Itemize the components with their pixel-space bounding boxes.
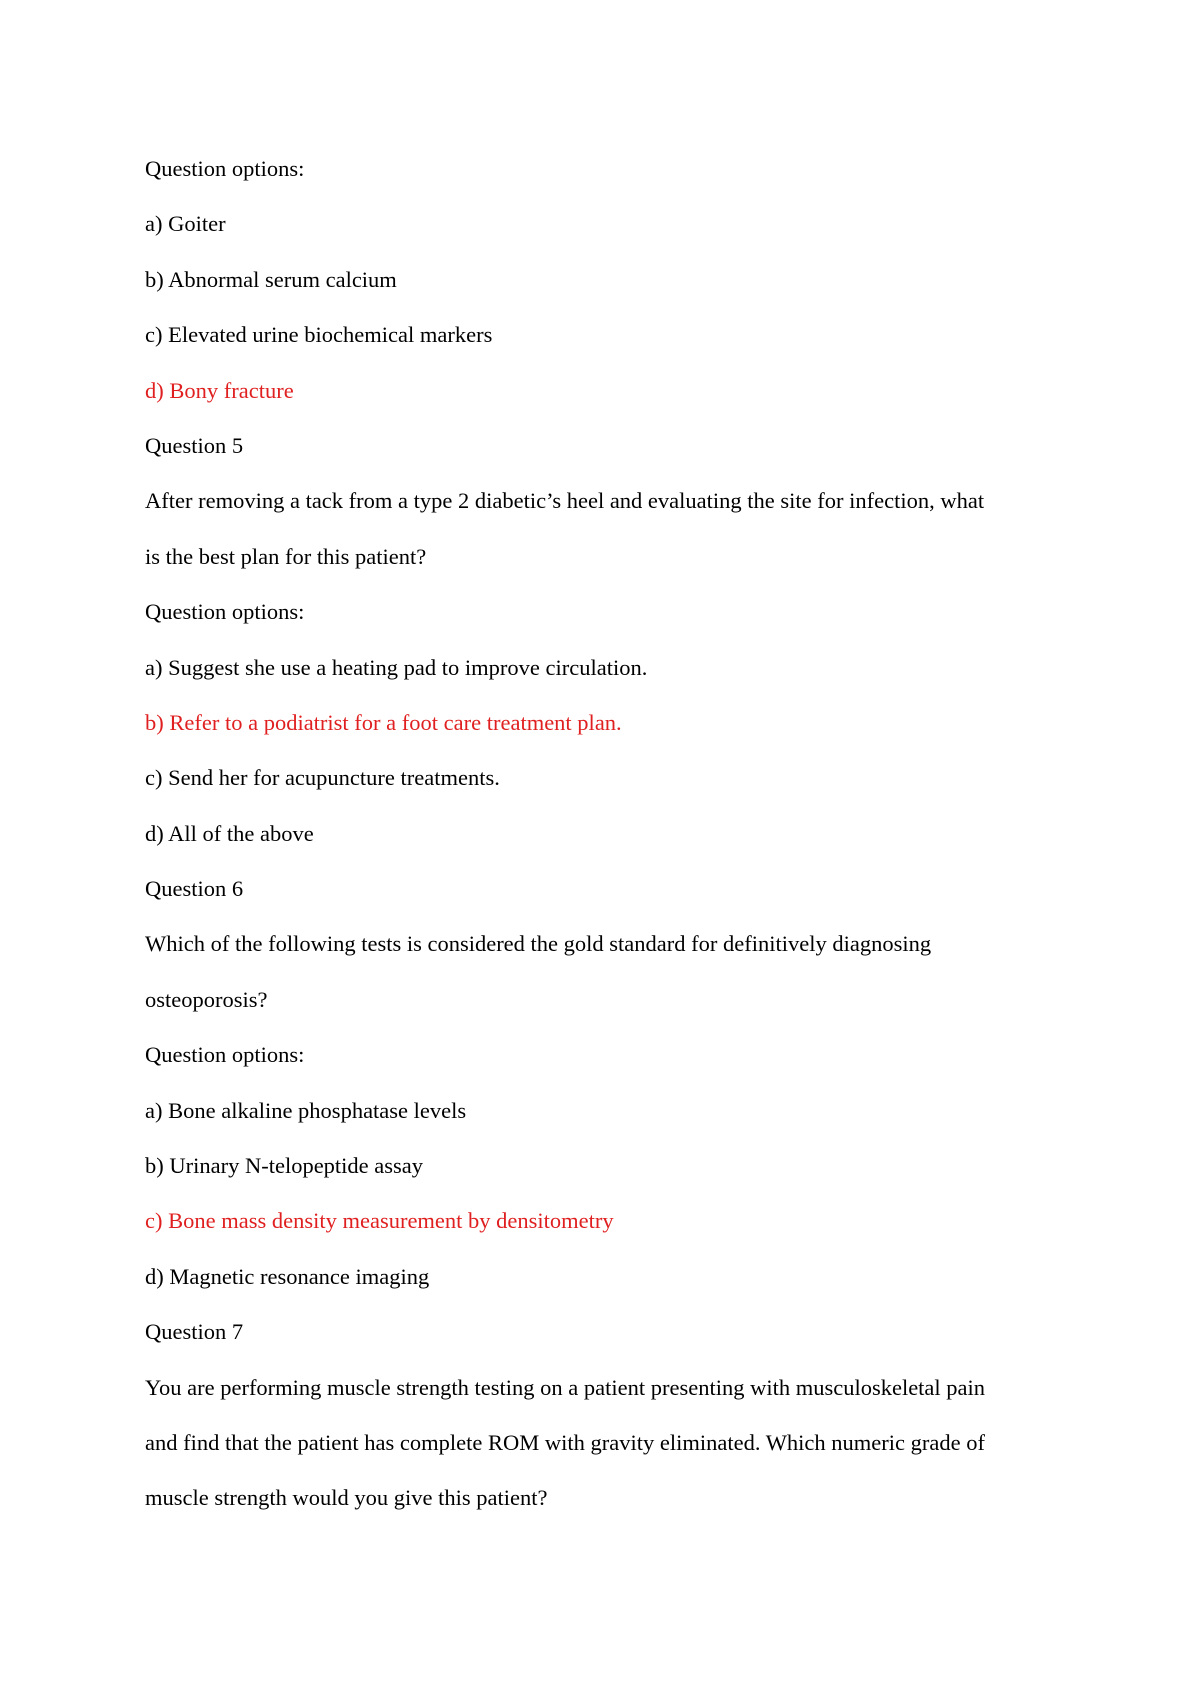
question-6-text-line-2: osteoporosis? [145,986,268,1012]
question-options-heading: Question options: [145,156,305,181]
question-7-text-line-2: and find that the patient has complete ROM with gravity eliminated. Which numeric grade of [145,1429,985,1455]
option-d: d) Magnetic resonance imaging [145,1263,430,1289]
question-options-heading: Question options: [145,1042,305,1068]
question-6-heading: Question 6 [145,876,244,902]
option-b: b) Abnormal serum calcium [145,266,397,292]
question-7-heading: Question 7 [145,1319,244,1345]
question-5-text-line-2: is the best plan for this patient? [145,543,427,569]
option-c-correct-answer: c) Bone mass density measurement by densitometry [145,1208,614,1234]
option-b-correct-answer: b) Refer to a podiatrist for a foot care treatment plan. [145,709,622,735]
question-options-heading: Question options: [145,599,305,625]
option-a: a) Goiter [145,211,226,237]
question-5-heading: Question 5 [145,432,244,458]
option-d: d) All of the above [145,820,314,846]
option-d-correct-answer: d) Bony fracture [145,377,294,403]
option-a: a) Bone alkaline phosphatase levels [145,1097,467,1123]
option-b: b) Urinary N-telopeptide assay [145,1153,424,1179]
option-c: c) Elevated urine biochemical markers [145,322,493,348]
question-5-text-line-1: After removing a tack from a type 2 diabetic’s heel and evaluating the site for infection, what [145,488,985,514]
question-7-text-line-1: You are performing muscle strength testing on a patient presenting with musculoskeletal pain [145,1374,986,1400]
document-body [145,141,1065,1526]
option-a: a) Suggest she use a heating pad to improve circulation. [145,654,648,680]
option-c: c) Send her for acupuncture treatments. [145,765,500,791]
question-6-text-line-1: Which of the following tests is considered the gold standard for definitively diagnosing [145,931,932,957]
question-7-text-line-3: muscle strength would you give this patient? [145,1485,548,1511]
